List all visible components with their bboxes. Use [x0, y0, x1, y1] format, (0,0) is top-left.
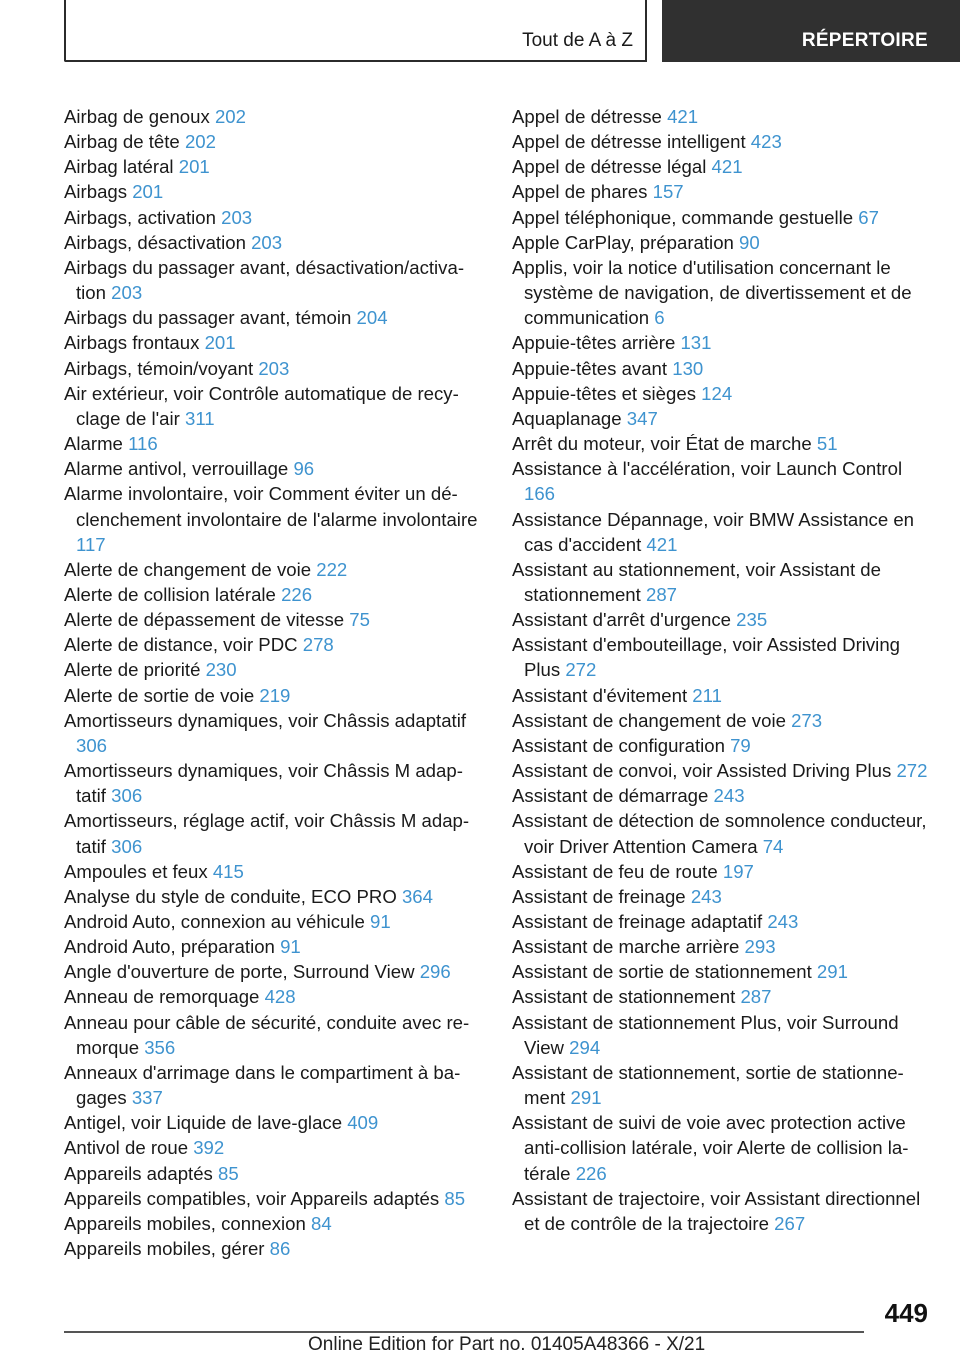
- page-reference-link[interactable]: 203: [111, 282, 143, 304]
- page-reference-link[interactable]: 364: [401, 885, 433, 907]
- page-reference-link[interactable]: 356: [144, 1036, 176, 1058]
- page-reference-link[interactable]: 287: [740, 986, 772, 1008]
- index-entry-text: Assistance à l'accélération, voir Launch Control: [512, 458, 903, 480]
- page-reference-link[interactable]: 226: [281, 583, 313, 605]
- index-entry: [512, 708, 932, 733]
- page-reference-link[interactable]: 278: [302, 634, 334, 656]
- index-entry-text: Android Auto, connexion au véhicule: [64, 911, 365, 932]
- index-entry-text: Aquaplanage: [512, 407, 622, 429]
- index-entry-text: Airbags, désactivation: [64, 231, 246, 253]
- index-entry: [64, 632, 478, 657]
- index-entry: [64, 909, 478, 934]
- index-entry: [64, 1060, 478, 1110]
- page-reference-link[interactable]: 157: [652, 181, 684, 203]
- index-entry-text: Airbags frontaux: [64, 332, 200, 354]
- index-entry-text: Appuie-têtes avant: [512, 357, 668, 379]
- index-entry-text: Assistant de suivi de voie avec protection active anti-collision latérale, voir Alerte de collision latérale: [512, 1112, 909, 1184]
- index-column-left: [64, 104, 478, 1261]
- index-entry-text: Assistant de stationnement Plus, voir Surround View: [512, 1011, 899, 1058]
- page-reference-link[interactable]: 201: [178, 156, 210, 178]
- index-entry-text: Appel de détresse: [512, 106, 662, 127]
- index-entry-text: Assistant de convoi, voir Assisted Driving Plus: [512, 760, 892, 782]
- index-entry-text: Amortisseurs dynamiques, voir Châssis M adaptatif: [64, 760, 463, 807]
- index-entry: [64, 984, 478, 1009]
- index-entry-text: Assistant de changement de voie: [512, 709, 786, 731]
- page-reference-link[interactable]: 347: [626, 407, 658, 429]
- index-entry: [64, 104, 478, 129]
- index-entry: [512, 984, 932, 1009]
- index-entry-text: Alerte de priorité: [64, 659, 201, 681]
- page-reference-link[interactable]: 267: [774, 1212, 806, 1234]
- index-entry: [64, 154, 478, 179]
- index-entry-text: Apple CarPlay, préparation: [512, 231, 734, 253]
- page-reference-link[interactable]: 421: [667, 106, 699, 127]
- page-reference-link[interactable]: 243: [713, 785, 745, 807]
- footer-edition-text: Online Edition for Part no. 01405A48366 - X/21: [308, 1334, 706, 1355]
- page-reference-link[interactable]: 423: [750, 131, 782, 153]
- page-reference-link[interactable]: 96: [293, 458, 315, 480]
- page-reference-link[interactable]: 204: [356, 307, 388, 329]
- index-entry: [512, 733, 932, 758]
- index-entry-text: Assistant de détection de somnolence conducteur, voir Driver Attention Camera: [512, 810, 927, 857]
- index-entry: [512, 381, 932, 406]
- index-entry-text: Ampoules et feux: [64, 860, 208, 882]
- page-reference-link[interactable]: 91: [370, 911, 391, 932]
- index-entry-text: Amortisseurs dynamiques, voir Châssis adaptatif: [64, 709, 466, 731]
- index-entry: [64, 179, 478, 204]
- page-reference-link[interactable]: 273: [791, 709, 823, 731]
- index-entry: [64, 481, 478, 556]
- index-entry-text: Assistant de freinage adaptatif: [512, 911, 763, 932]
- page-reference-link[interactable]: 421: [646, 533, 678, 555]
- page-reference-link[interactable]: 90: [739, 231, 760, 253]
- index-entry: [64, 1135, 478, 1160]
- index-entry-text: Assistant au stationnement, voir Assistant de stationnement: [512, 558, 881, 605]
- index-entry-text: Alerte de changement de voie: [64, 558, 312, 580]
- index-entry: [64, 255, 478, 305]
- page-reference-link[interactable]: 222: [316, 558, 348, 580]
- page-reference-link[interactable]: 306: [111, 835, 143, 857]
- page-reference-link[interactable]: 219: [259, 684, 291, 706]
- index-entry-text: Assistant d'arrêt d'urgence: [512, 609, 731, 631]
- index-entry: [64, 1161, 478, 1186]
- page-reference-link[interactable]: 243: [767, 911, 799, 932]
- index-entry: [64, 330, 478, 355]
- page-reference-link[interactable]: 291: [570, 1087, 602, 1109]
- page-reference-link[interactable]: 166: [524, 483, 556, 505]
- page-reference-link[interactable]: 201: [132, 181, 164, 203]
- page-reference-link[interactable]: 311: [184, 407, 215, 429]
- index-entry-text: Assistant d'évitement: [512, 684, 688, 706]
- index-entry-text: Assistant de trajectoire, voir Assistant directionnel et de contrôle de la trajectoire: [512, 1187, 921, 1234]
- page-reference-link[interactable]: 67: [858, 206, 879, 228]
- index-entry: [64, 1010, 478, 1060]
- index-entry: [512, 179, 932, 204]
- index-entry-text: Assistant de stationnement, sortie de stationnement: [512, 1061, 904, 1109]
- index-entry-text: Airbags du passager avant, désactivation/activation: [64, 256, 465, 304]
- index-entry: [64, 582, 478, 607]
- index-entry-text: Appareils mobiles, connexion: [64, 1212, 306, 1234]
- index-entry-text: Assistant de feu de route: [512, 860, 718, 882]
- index-entry-text: Analyse du style de conduite, ECO PRO: [64, 885, 397, 907]
- index-entry: [512, 683, 932, 708]
- page-reference-link[interactable]: 409: [347, 1112, 379, 1134]
- header-tab-a-to-z[interactable]: [64, 0, 647, 62]
- page-reference-link[interactable]: 293: [744, 936, 776, 958]
- index-entry: [512, 431, 932, 456]
- index-entry-text: Appareils mobiles, gérer: [64, 1238, 265, 1260]
- index-entry-text: Anneau de remorquage: [64, 986, 260, 1008]
- index-entry: [512, 783, 932, 808]
- index-entry-text: Appel de phares: [512, 181, 648, 203]
- index-entry: [512, 205, 932, 230]
- index-entry: [512, 1060, 932, 1110]
- index-entry: [64, 1211, 478, 1236]
- index-entry-text: Assistant de configuration: [512, 734, 725, 756]
- page-reference-link[interactable]: 230: [205, 659, 237, 681]
- index-entry: [64, 758, 478, 808]
- page-reference-link[interactable]: 306: [76, 734, 108, 756]
- index-entry-text: Assistant de démarrage: [512, 785, 709, 807]
- index-entry-text: Antigel, voir Liquide de lave-glace: [64, 1112, 343, 1134]
- page-reference-link[interactable]: 415: [212, 860, 244, 882]
- page-reference-link[interactable]: 201: [204, 332, 236, 354]
- page-reference-link[interactable]: 116: [128, 433, 158, 455]
- index-entry-text: Arrêt du moteur, voir État de marche: [512, 433, 812, 455]
- page-reference-link[interactable]: 202: [184, 131, 216, 153]
- index-entry: [512, 1186, 932, 1236]
- index-entry-text: Antivol de roue: [64, 1137, 189, 1159]
- index-entry-text: Alerte de dépassement de vitesse: [64, 609, 345, 631]
- page-reference-link[interactable]: 291: [816, 961, 848, 983]
- index-entry: [512, 632, 932, 682]
- index-entry: [64, 557, 478, 582]
- page-reference-link[interactable]: 211: [692, 684, 722, 706]
- footer-divider: [64, 1331, 864, 1333]
- index-entry-text: Airbags, activation: [64, 206, 216, 228]
- index-entry-text: Angle d'ouverture de porte, Surround View: [64, 961, 415, 983]
- page-reference-link[interactable]: 235: [736, 609, 768, 631]
- index-entry-text: Alerte de sortie de voie: [64, 684, 255, 706]
- index-column-right: [512, 104, 932, 1236]
- index-entry-text: Assistant d'embouteillage, voir Assisted Driving Plus: [512, 634, 900, 681]
- index-entry: [64, 456, 478, 481]
- index-entry-text: Alerte de collision latérale: [64, 583, 276, 605]
- header-tab-label: Tout de A à Z: [522, 30, 633, 51]
- index-entry: [512, 1110, 932, 1185]
- page-reference-link[interactable]: 202: [214, 106, 246, 127]
- index-entry-text: Airbags: [64, 181, 128, 203]
- index-entry: [512, 557, 932, 607]
- index-entry: [512, 507, 932, 557]
- index-entry: [512, 758, 932, 783]
- page-reference-link[interactable]: 243: [690, 885, 722, 907]
- index-entry: [64, 356, 478, 381]
- index-entry-text: Applis, voir la notice d'utilisation concernant le système de navigation, de divertissement et de communication: [512, 256, 912, 329]
- index-entry: [512, 406, 932, 431]
- index-entry: [512, 230, 932, 255]
- index-entry-text: Alarme involontaire, voir Comment éviter un déclenchement involontaire de l'alarme involontaire: [64, 483, 478, 530]
- index-entry-text: Airbag latéral: [64, 156, 174, 178]
- index-entry: [64, 1110, 478, 1135]
- index-entry: [512, 456, 932, 506]
- index-entry-text: Amortisseurs, réglage actif, voir Châssis M adaptatif: [64, 810, 470, 857]
- index-entry: [64, 305, 478, 330]
- page-reference-link[interactable]: 203: [221, 206, 253, 228]
- page-reference-link[interactable]: 85: [218, 1162, 239, 1184]
- index-entry: [512, 909, 932, 934]
- index-entry-text: Alerte de distance, voir PDC: [64, 634, 298, 656]
- index-entry-text: Appel de détresse intelligent: [512, 131, 746, 153]
- page-reference-link[interactable]: 117: [76, 533, 106, 555]
- index-entry: [64, 808, 478, 858]
- index-entry-text: Appuie-têtes arrière: [512, 332, 676, 354]
- index-entry: [64, 657, 478, 682]
- index-entry: [64, 431, 478, 456]
- index-entry-text: Appareils adaptés: [64, 1162, 213, 1184]
- page-reference-link[interactable]: 91: [280, 936, 301, 958]
- page-reference-link[interactable]: 272: [565, 659, 597, 681]
- page-reference-link[interactable]: 296: [419, 961, 451, 983]
- index-entry-text: Airbags, témoin/voyant: [64, 357, 254, 379]
- index-entry-text: Assistant de stationnement: [512, 986, 736, 1008]
- index-entry: [64, 381, 478, 431]
- index-entry: [64, 607, 478, 632]
- index-entry-text: Assistant de marche arrière: [512, 936, 740, 958]
- header-tab-repertoire[interactable]: [662, 0, 960, 62]
- page-reference-link[interactable]: 428: [264, 986, 296, 1008]
- page-reference-link[interactable]: 392: [193, 1137, 225, 1159]
- page-reference-link[interactable]: 84: [311, 1212, 332, 1234]
- page-reference-link[interactable]: 6: [654, 307, 665, 329]
- index-entry: [512, 859, 932, 884]
- index-entry: [64, 1236, 478, 1261]
- index-entry-text: Android Auto, préparation: [64, 936, 275, 958]
- index-entry-text: Appuie-têtes et sièges: [512, 382, 696, 404]
- index-entry-text: Anneau pour câble de sécurité, conduite avec remorque: [64, 1011, 470, 1058]
- index-entry-text: Anneaux d'arrimage dans le compartiment à bagages: [64, 1061, 461, 1109]
- page-reference-link[interactable]: 337: [131, 1087, 163, 1109]
- page-reference-link[interactable]: 287: [645, 583, 678, 605]
- index-entry: [64, 205, 478, 230]
- index-entry-text: Air extérieur, voir Contrôle automatique de recyclage de l'air: [64, 382, 459, 429]
- index-entry: [512, 959, 932, 984]
- index-entry: [512, 808, 932, 858]
- index-entry-text: Airbags du passager avant, témoin: [64, 307, 352, 329]
- index-entry-text: Alarme antivol, verrouillage: [64, 458, 289, 480]
- page-reference-link[interactable]: 124: [701, 382, 733, 404]
- index-entry: [512, 607, 932, 632]
- page-number: 449: [884, 1298, 928, 1328]
- index-entry-text: Airbag de genoux: [64, 106, 210, 127]
- page-reference-link[interactable]: 79: [730, 734, 751, 756]
- index-entry: [64, 708, 478, 758]
- page-reference-link[interactable]: 74: [762, 835, 784, 857]
- page-reference-link[interactable]: 226: [575, 1162, 607, 1184]
- page-reference-link[interactable]: 130: [672, 357, 704, 379]
- page-reference-link[interactable]: 131: [680, 332, 712, 354]
- page-reference-link[interactable]: 51: [816, 433, 838, 455]
- index-entry-text: Assistant de freinage: [512, 885, 686, 907]
- index-entry: [512, 129, 932, 154]
- page-reference-link[interactable]: 306: [111, 785, 143, 807]
- index-entry-text: Airbag de tête: [64, 131, 180, 153]
- index-entry: [64, 129, 478, 154]
- page-reference-link[interactable]: 85: [444, 1187, 466, 1209]
- index-entry-text: Appareils compatibles, voir Appareils adaptés: [64, 1187, 440, 1209]
- index-entry: [64, 859, 478, 884]
- index-entry: [512, 255, 932, 330]
- index-entry: [64, 884, 478, 909]
- index-entry-text: Assistance Dépannage, voir BMW Assistance en cas d'accident: [512, 508, 915, 555]
- page-reference-link[interactable]: 203: [251, 231, 283, 253]
- index-entry-text: Alarme: [64, 433, 123, 455]
- page-reference-link[interactable]: 86: [269, 1238, 291, 1260]
- page-reference-link[interactable]: 203: [258, 357, 290, 379]
- page-reference-link[interactable]: 197: [722, 860, 754, 882]
- index-entry: [512, 934, 932, 959]
- index-entry-text: Appel téléphonique, commande gestuelle: [512, 206, 854, 228]
- index-entry: [512, 1010, 932, 1060]
- index-entry: [64, 934, 478, 959]
- index-entry: [512, 330, 932, 355]
- page-reference-link[interactable]: 75: [349, 609, 370, 631]
- index-entry: [64, 683, 478, 708]
- page-reference-link[interactable]: 272: [896, 760, 928, 782]
- page-reference-link[interactable]: 294: [569, 1036, 601, 1058]
- index-entry-text: Appel de détresse légal: [512, 156, 707, 178]
- index-entry: [512, 356, 932, 381]
- index-entry: [64, 230, 478, 255]
- index-entry: [512, 104, 932, 129]
- index-entry-text: Assistant de sortie de stationnement: [512, 961, 812, 983]
- index-entry: [512, 154, 932, 179]
- page-reference-link[interactable]: 421: [711, 156, 743, 178]
- index-entry: [64, 1186, 478, 1211]
- index-entry: [64, 959, 478, 984]
- index-entry: [512, 884, 932, 909]
- header-active-tab-label: RÉPERTOIRE: [801, 30, 928, 51]
